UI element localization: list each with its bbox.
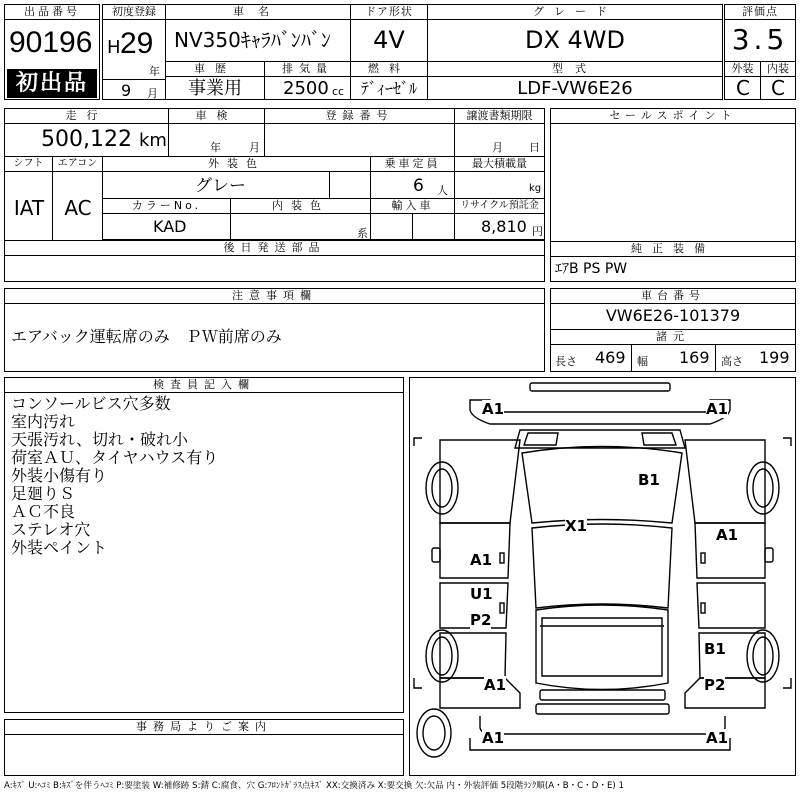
- inspector-line: コンソールビス穴多数: [11, 394, 171, 413]
- transfer-month-unit: 月: [492, 141, 503, 154]
- month-value: 9: [121, 81, 132, 100]
- first-reg-box: [102, 4, 166, 100]
- era: H: [107, 37, 121, 58]
- length-value: 469: [595, 348, 626, 367]
- year-value: 29: [120, 27, 154, 60]
- month-unit: 月: [147, 87, 158, 100]
- mileage-label: 走行: [5, 109, 169, 124]
- interior-label: 内装: [761, 62, 795, 77]
- history-box: [165, 61, 265, 100]
- door-label: ドア形状: [351, 5, 427, 20]
- grade-value: DX 4WD: [524, 26, 626, 54]
- chassis-label: 車台番号: [551, 289, 795, 304]
- car-outline-icon: [410, 378, 795, 775]
- year-unit: 年: [149, 65, 160, 78]
- import-label: 輸入車: [371, 199, 455, 214]
- office-label: 事務局よりご案内: [5, 720, 403, 735]
- height-value: 199: [759, 348, 790, 367]
- interior-value: C: [771, 76, 785, 100]
- inspection-year-unit: 年: [210, 141, 221, 154]
- exterior-label: 外装: [725, 62, 761, 77]
- score-label: 評価点: [725, 5, 795, 20]
- ac-label: エアコン: [53, 157, 103, 172]
- fuel-box: [350, 61, 428, 100]
- mark-left-rear: A1: [484, 676, 507, 694]
- door-value: 4V: [373, 26, 405, 54]
- inspection-month-unit: 月: [249, 141, 260, 154]
- mark-right-rear-b: B1: [704, 640, 726, 658]
- inspector-line: ＡＣ不良: [11, 502, 76, 521]
- car-name-value: NV350ｷｬﾗﾊﾞﾝﾊﾞﾝ: [174, 28, 331, 52]
- model-value: LDF-VW6E26: [517, 78, 633, 99]
- color-label: 外装色: [103, 157, 371, 172]
- inspector-line: 足廻りＳ: [11, 484, 76, 503]
- notes-box: [4, 288, 545, 372]
- shift-label: シフト: [5, 157, 53, 172]
- grade-box: [427, 4, 723, 62]
- inspection-label: 車検: [169, 109, 265, 124]
- sales-point-label: セールスポイント: [551, 109, 795, 124]
- color-value: グレー: [195, 176, 246, 196]
- colorno-label: カラーNo.: [103, 199, 231, 214]
- model-label: 型式: [428, 62, 722, 77]
- score-value: 3.5: [731, 23, 789, 56]
- car-diagram: [409, 377, 796, 776]
- height-label: 高さ: [721, 355, 743, 368]
- inspector-label: 検査員記入欄: [5, 378, 403, 393]
- displacement-value: 2500: [283, 78, 329, 99]
- car-name-box: [165, 4, 351, 62]
- capacity-unit: 人: [437, 184, 448, 197]
- lot-box: [4, 4, 100, 100]
- first-listing-badge: [7, 69, 97, 98]
- mark-rear-right: A1: [706, 729, 729, 747]
- sales-point-box: [550, 108, 796, 242]
- mark-left-mid-p: P2: [470, 611, 492, 629]
- later-parts-label: 後日発送部品: [5, 241, 544, 256]
- dims-label: 諸元: [551, 330, 795, 345]
- displacement-box: [264, 61, 351, 100]
- recycle-value: 8,810: [481, 217, 527, 236]
- door-box: [350, 4, 428, 62]
- mark-center: X1: [565, 517, 588, 535]
- mark-right-front-door: A1: [716, 526, 739, 544]
- inspector-line: 外装ペイント: [11, 538, 108, 557]
- displacement-unit: cc: [332, 85, 345, 98]
- length-label: 長さ: [555, 355, 577, 368]
- mark-left-mid-u: U1: [470, 585, 493, 603]
- mileage-value: 500,122: [41, 127, 132, 152]
- mark-left-front-door: A1: [470, 551, 493, 569]
- first-reg-label: 初度登録: [103, 5, 165, 20]
- displacement-label: 排気量: [265, 62, 350, 77]
- mark-rear-left: A1: [482, 729, 505, 747]
- car-name-label: 車名: [166, 5, 350, 20]
- lot-label: 出品番号: [5, 5, 99, 20]
- mark-right-rear-p: P2: [704, 676, 726, 694]
- inspector-lines: [11, 395, 218, 557]
- equipment-box: [550, 241, 796, 282]
- chassis-box: [550, 288, 796, 372]
- width-value: 169: [679, 348, 710, 367]
- interior-color-label: 内装色: [231, 199, 371, 214]
- transfer-day-unit: 日: [529, 141, 540, 154]
- specs-box: [4, 108, 545, 282]
- model-box: [427, 61, 723, 100]
- maxload-label: 最大積載量: [455, 157, 544, 172]
- mark-roof: B1: [638, 471, 660, 489]
- lot-number: 90196: [9, 26, 93, 59]
- shift-value: IAT: [13, 196, 45, 220]
- colorno-value: KAD: [153, 217, 187, 236]
- inspector-line: 外装小傷有り: [11, 466, 108, 485]
- ext-int-box: [724, 61, 796, 100]
- office-box: [4, 719, 404, 776]
- equipment-label: 純正装備: [551, 242, 795, 257]
- capacity-value: 6: [413, 176, 424, 196]
- inspector-line: 荷室ＡＵ、タイヤハウス有り: [11, 448, 219, 467]
- grade-label: グレード: [428, 5, 722, 20]
- registration-label: 登録番号: [265, 109, 455, 124]
- capacity-label: 乗車定員: [371, 157, 455, 172]
- recycle-label: リサイクル預託金: [455, 199, 544, 214]
- legend-text: A:ｷｽﾞ U:ﾍｺﾐ B:ｷｽﾞを伴うﾍｺﾐ P:要塗装 W:補修跡 S:錆 C:腐食、穴 G:ﾌﾛﾝﾄｶﾞﾗｽ点ｷｽﾞ XX:交換済み X:要交換 欠:欠品 内・外装評価 5段階ﾗﾝｸ順(A・B・C・D・E) 1: [4, 781, 624, 791]
- notes-label: 注意事項欄: [5, 289, 544, 304]
- inspector-line: 天張汚れ、切れ・破れ小: [11, 430, 188, 449]
- transfer-label: 譲渡書類期限: [455, 109, 544, 124]
- exterior-value: C: [736, 76, 750, 100]
- mark-front-right: A1: [706, 400, 729, 418]
- fuel-label: 燃料: [351, 62, 427, 77]
- fuel-value: ﾃﾞｨｰｾﾞﾙ: [360, 79, 417, 98]
- width-label: 幅: [637, 355, 648, 368]
- recycle-unit: 円: [532, 225, 543, 238]
- ac-value: AC: [64, 196, 92, 220]
- first-listing-badge-text: 初出品: [15, 71, 88, 96]
- history-label: 車歴: [166, 62, 264, 77]
- interior-color-unit: 系: [357, 227, 368, 240]
- chassis-value: VW6E26-101379: [605, 306, 741, 325]
- mark-front-left: A1: [482, 400, 505, 418]
- equipment-value: ｴｱB PS PW: [555, 261, 628, 277]
- maxload-unit: kg: [529, 183, 542, 194]
- inspector-line: 室内汚れ: [11, 412, 76, 431]
- score-box: [724, 4, 796, 62]
- mileage-unit: km: [139, 130, 167, 151]
- inspector-box: [4, 377, 404, 713]
- inspector-line: ステレオ穴: [11, 520, 91, 539]
- history-value: 事業用: [188, 78, 242, 99]
- notes-text: エアバック運転席のみ ＰＷ前席のみ: [11, 327, 282, 346]
